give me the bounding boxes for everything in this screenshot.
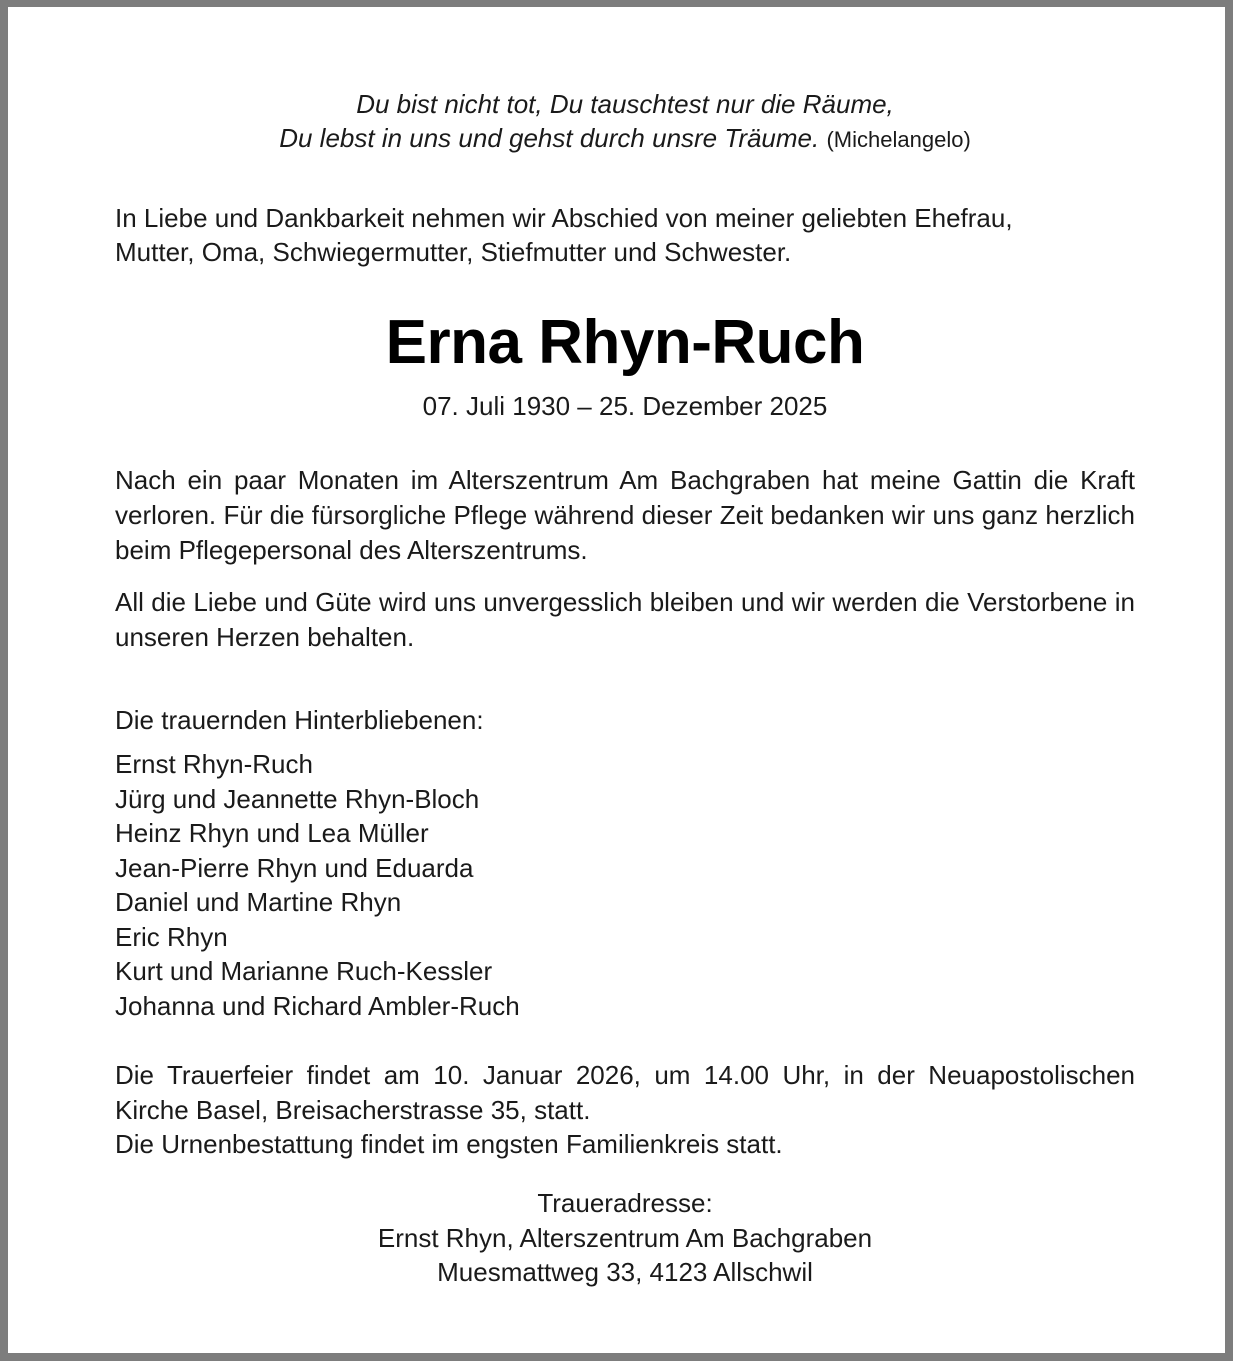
- quote-line-2-text: Du lebst in uns und gehst durch unsre Träume.: [279, 123, 820, 153]
- mourning-address: [115, 1186, 1135, 1290]
- intro-text: [115, 201, 1135, 269]
- mourner-name: Daniel und Martine Rhyn: [115, 887, 402, 917]
- ceremony-details: Die Trauerfeier findet am 10. Januar 2026, um 14.00 Uhr, in der Neuapostolischen Kirche Basel, Breisacherstrasse 35, statt.: [115, 1060, 1135, 1125]
- intro-line-1: In Liebe und Dankbarkeit nehmen wir Abschied von meiner geliebten Ehefrau,: [115, 203, 1013, 233]
- mourner-name: Jürg und Jeannette Rhyn-Bloch: [115, 783, 480, 814]
- mourners-label: Die trauernden Hinterbliebenen:: [115, 705, 484, 735]
- mourner-name: Eric Rhyn: [115, 921, 228, 952]
- deceased-name: Erna Rhyn-Ruch: [385, 308, 865, 377]
- mourner-name: Heinz Rhyn und Lea Müller: [115, 818, 429, 848]
- address-label: Traueradresse:: [537, 1188, 713, 1218]
- ceremony-info: [115, 1058, 1135, 1162]
- epitaph-quote: [115, 87, 1135, 157]
- address-line-2: Muesmattweg 33, 4123 Allschwil: [437, 1257, 813, 1287]
- quote-attribution: (Michelangelo): [826, 127, 971, 152]
- intro-line-2: Mutter, Oma, Schwiegermutter, Stiefmutter und Schwester.: [115, 237, 792, 267]
- burial-details: Die Urnenbestattung findet im engsten Familienkreis statt.: [115, 1129, 783, 1159]
- mourner-name: Ernst Rhyn-Ruch: [115, 749, 313, 779]
- mourner-name: Jean-Pierre Rhyn und Eduarda: [115, 852, 474, 883]
- mourners-list: [115, 747, 1135, 1023]
- remembrance-paragraph: All die Liebe und Güte wird uns unvergesslich bleiben und wir werden die Verstorbene in unseren Herzen behalten.: [115, 587, 1135, 652]
- mourner-name: Kurt und Marianne Ruch-Kessler: [115, 956, 493, 986]
- gratitude-paragraph: Nach ein paar Monaten im Alterszentrum Am Bachgraben hat meine Gattin die Kraft verloren. Für die fürsorgliche Pflege während dieser Zeit bedanken wir uns ganz herzlich beim Pflegepersonal des Alterszentrums.: [115, 465, 1135, 565]
- address-line-1: Ernst Rhyn, Alterszentrum Am Bachgraben: [377, 1222, 873, 1253]
- quote-line-2: [115, 121, 1135, 157]
- life-dates: 07. Juli 1930 – 25. Dezember 2025: [422, 391, 828, 421]
- quote-line-1: Du bist nicht tot, Du tauschtest nur die Räume,: [356, 89, 894, 119]
- mourner-name: Johanna und Richard Ambler-Ruch: [115, 990, 520, 1021]
